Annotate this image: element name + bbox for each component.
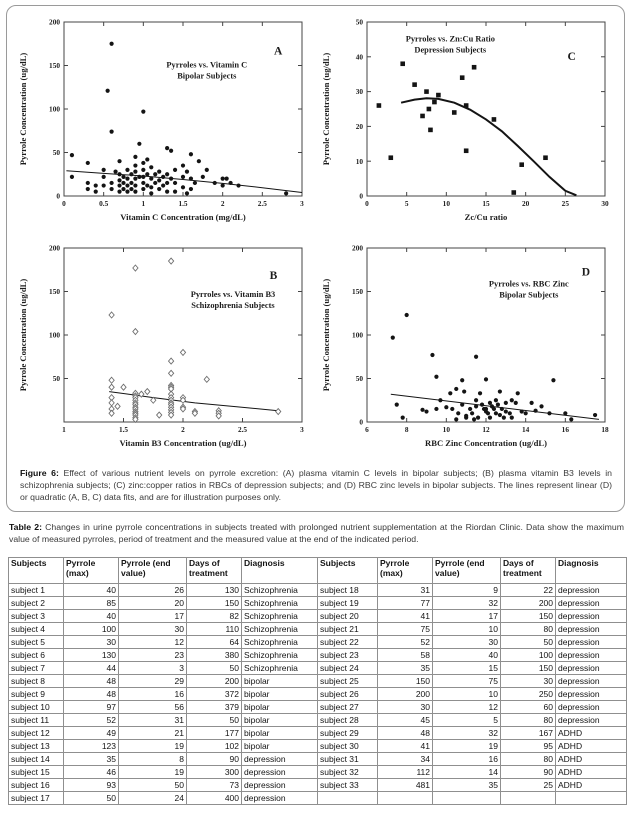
table-cell: 5 — [433, 714, 501, 727]
table-cell: 30 — [433, 636, 501, 649]
table-cell: 150 — [187, 597, 242, 610]
svg-text:Depression Subjects: Depression Subjects — [414, 45, 487, 55]
table-cell: depression — [556, 636, 627, 649]
table-cell: Schizophrenia — [242, 636, 318, 649]
svg-text:Bipolar Subjects: Bipolar Subjects — [177, 71, 237, 81]
table-cell: 3 — [119, 662, 187, 675]
table-cell: subject 27 — [318, 701, 378, 714]
table-cell: 41 — [378, 740, 433, 753]
table-cell: 48 — [64, 688, 119, 701]
svg-text:3: 3 — [300, 199, 304, 208]
table-cell: Schizophrenia — [242, 610, 318, 623]
svg-text:Pyrrole Concentration (ug/dL): Pyrrole Concentration (ug/dL) — [18, 278, 28, 392]
table-cell: depression — [556, 610, 627, 623]
table-cell: subject 26 — [318, 688, 378, 701]
table-cell: 16 — [119, 688, 187, 701]
svg-text:40: 40 — [355, 52, 363, 62]
table-cell: 200 — [187, 675, 242, 688]
table-cell: depression — [556, 688, 627, 701]
table-cell: 50 — [64, 792, 119, 805]
table-cell: 32 — [433, 597, 501, 610]
table-cell: 400 — [187, 792, 242, 805]
table-row — [9, 740, 627, 753]
table-cell: subject 22 — [318, 636, 378, 649]
svg-text:50: 50 — [52, 148, 60, 158]
table-cell: subject 18 — [318, 584, 378, 597]
charts-grid — [14, 11, 618, 459]
table-cell: depression — [556, 597, 627, 610]
column-header: Pyrrole (max) — [378, 558, 433, 584]
table-cell: 97 — [64, 701, 119, 714]
table-cell: 85 — [64, 597, 119, 610]
table-cell: subject 31 — [318, 753, 378, 766]
svg-text:5: 5 — [404, 199, 409, 208]
table-cell: 48 — [64, 675, 119, 688]
svg-text:1.5: 1.5 — [178, 199, 188, 208]
table-cell: 80 — [501, 623, 556, 636]
table-cell: 100 — [64, 623, 119, 636]
table-header-row — [9, 558, 627, 584]
table-cell: subject 19 — [318, 597, 378, 610]
table-cell: 35 — [378, 662, 433, 675]
table-row — [9, 662, 627, 675]
table-cell: 19 — [433, 740, 501, 753]
fit-line — [391, 394, 599, 419]
svg-text:RBC Zinc Concentration (ug/dL): RBC Zinc Concentration (ug/dL) — [425, 438, 547, 448]
table-cell: 56 — [119, 701, 187, 714]
fit-line — [66, 171, 302, 193]
svg-text:Pyrrole Concentration (ug/dL): Pyrrole Concentration (ug/dL) — [321, 52, 331, 166]
svg-text:6: 6 — [365, 425, 369, 434]
figure-caption — [20, 467, 612, 504]
table-cell: 24 — [119, 792, 187, 805]
table-cell: 150 — [378, 675, 433, 688]
table-row — [9, 675, 627, 688]
svg-text:3: 3 — [300, 425, 304, 434]
table-cell: subject 1 — [9, 584, 64, 597]
table-cell: 35 — [433, 779, 501, 792]
table-cell: 35 — [64, 753, 119, 766]
table-cell: subject 30 — [318, 740, 378, 753]
x-axis — [62, 248, 304, 448]
table-row — [9, 714, 627, 727]
table-cell: 52 — [378, 636, 433, 649]
y-axis — [321, 244, 605, 427]
svg-text:15: 15 — [482, 199, 490, 208]
column-header: Subjects — [9, 558, 64, 584]
svg-text:Vitamin B3 Concentration (ug/d: Vitamin B3 Concentration (ug/dL) — [119, 438, 247, 448]
column-header: Days of treatment — [501, 558, 556, 584]
column-header: Diagnosis — [242, 558, 318, 584]
svg-text:0: 0 — [56, 191, 60, 201]
column-header: Pyrrole (end value) — [119, 558, 187, 584]
table-cell: 19 — [119, 766, 187, 779]
table-cell: subject 11 — [9, 714, 64, 727]
table-cell: 200 — [501, 597, 556, 610]
table-cell: 80 — [501, 753, 556, 766]
column-header: Diagnosis — [556, 558, 627, 584]
table-cell: Schizophrenia — [242, 623, 318, 636]
table-cell: 75 — [433, 675, 501, 688]
table-cell: subject 23 — [318, 649, 378, 662]
table-cell: subject 7 — [9, 662, 64, 675]
table-cell: 110 — [187, 623, 242, 636]
table-cell: 30 — [119, 623, 187, 636]
svg-text:1: 1 — [62, 425, 66, 434]
table-cell: depression — [556, 649, 627, 662]
svg-text:14: 14 — [522, 425, 530, 434]
table-cell: 32 — [433, 727, 501, 740]
table-cell: 48 — [378, 727, 433, 740]
table-cell: 50 — [501, 636, 556, 649]
table-cell: 167 — [501, 727, 556, 740]
table-row — [9, 636, 627, 649]
table-cell: ADHD — [556, 766, 627, 779]
table-cell: 30 — [64, 636, 119, 649]
svg-text:Pyrrole Concentration (ug/dL): Pyrrole Concentration (ug/dL) — [18, 52, 28, 166]
panel-letter — [274, 46, 283, 58]
table-cell: subject 6 — [9, 649, 64, 662]
table-cell: ADHD — [556, 740, 627, 753]
svg-text:C: C — [567, 50, 576, 63]
table-cell: subject 20 — [318, 610, 378, 623]
svg-text:Pyrrole Concentration (ug/dL): Pyrrole Concentration (ug/dL) — [321, 278, 331, 392]
panel-letter — [270, 270, 278, 282]
table-cell: 16 — [433, 753, 501, 766]
table-cell: 52 — [64, 714, 119, 727]
table-cell: 300 — [187, 766, 242, 779]
table-cell: 100 — [501, 649, 556, 662]
table-cell: 19 — [119, 740, 187, 753]
table-cell: subject 5 — [9, 636, 64, 649]
chart-d-rbc-zinc-bipolar — [317, 237, 618, 459]
table-cell: subject 12 — [9, 727, 64, 740]
svg-text:8: 8 — [404, 425, 409, 434]
svg-text:50: 50 — [355, 17, 363, 27]
table-cell: 58 — [378, 649, 433, 662]
table-cell: subject 21 — [318, 623, 378, 636]
svg-text:10: 10 — [442, 199, 450, 208]
table-caption — [9, 521, 624, 545]
table-cell: subject 13 — [9, 740, 64, 753]
table-cell: 112 — [378, 766, 433, 779]
svg-text:200: 200 — [49, 17, 60, 27]
table-cell: 150 — [501, 662, 556, 675]
svg-text:Vitamin C Concentration (mg/dL: Vitamin C Concentration (mg/dL) — [120, 212, 246, 222]
svg-text:100: 100 — [352, 330, 363, 340]
table-cell: 46 — [64, 766, 119, 779]
table-row — [9, 584, 627, 597]
svg-text:100: 100 — [49, 330, 60, 340]
table-cell: 50 — [187, 662, 242, 675]
table-cell: subject 14 — [9, 753, 64, 766]
svg-text:0: 0 — [359, 417, 363, 427]
table-row — [9, 753, 627, 766]
table-cell: 130 — [187, 584, 242, 597]
svg-text:Pyrroles vs. RBC Zinc: Pyrroles vs. RBC Zinc — [488, 279, 569, 289]
table-cell: 130 — [64, 649, 119, 662]
table-cell: 21 — [119, 727, 187, 740]
table-cell: ADHD — [556, 727, 627, 740]
table-row — [9, 779, 627, 792]
table-cell: 30 — [501, 675, 556, 688]
table-cell: 80 — [501, 714, 556, 727]
svg-text:200: 200 — [352, 243, 363, 253]
column-header: Days of treatment — [187, 558, 242, 584]
table-cell: 64 — [187, 636, 242, 649]
table-cell: Schizophrenia — [242, 649, 318, 662]
table-cell: subject 29 — [318, 727, 378, 740]
table-cell: 49 — [64, 727, 119, 740]
table-cell: 10 — [433, 623, 501, 636]
table-cell: 26 — [119, 584, 187, 597]
table-cell — [318, 792, 378, 805]
table-cell: subject 25 — [318, 675, 378, 688]
table-cell: 34 — [378, 753, 433, 766]
table-cell: 10 — [433, 688, 501, 701]
table-cell: bipolar — [242, 688, 318, 701]
scatter-points — [377, 61, 548, 194]
chart-title — [191, 290, 276, 310]
table-cell: 77 — [378, 597, 433, 610]
table-cell: subject 3 — [9, 610, 64, 623]
column-header: Subjects — [318, 558, 378, 584]
table-cell: 150 — [501, 610, 556, 623]
table-cell: depression — [556, 662, 627, 675]
table-cell: 25 — [501, 779, 556, 792]
table-cell: depression — [556, 701, 627, 714]
table-cell: 90 — [501, 766, 556, 779]
y-axis — [18, 244, 302, 422]
table-cell: subject 28 — [318, 714, 378, 727]
svg-text:Pyrroles vs. Zn:Cu Ratio: Pyrroles vs. Zn:Cu Ratio — [405, 34, 495, 44]
table-cell: 31 — [378, 584, 433, 597]
svg-text:20: 20 — [522, 199, 530, 208]
table-cell: 75 — [378, 623, 433, 636]
svg-text:30: 30 — [601, 199, 609, 208]
table-row — [9, 766, 627, 779]
column-header: Pyrrole (max) — [64, 558, 119, 584]
table-cell: subject 33 — [318, 779, 378, 792]
table-cell: ADHD — [556, 753, 627, 766]
svg-text:Zc/Cu ratio: Zc/Cu ratio — [464, 212, 508, 222]
table-cell: 50 — [187, 714, 242, 727]
svg-text:200: 200 — [49, 243, 60, 253]
table-cell: subject 24 — [318, 662, 378, 675]
table-cell: 200 — [378, 688, 433, 701]
svg-text:12: 12 — [482, 425, 490, 434]
svg-text:B: B — [269, 269, 278, 282]
chart-b-vitamin-b3-schizophrenia — [14, 237, 315, 459]
svg-text:10: 10 — [355, 156, 363, 166]
table-cell: depression — [556, 675, 627, 688]
table-cell: 22 — [501, 584, 556, 597]
table-cell — [501, 792, 556, 805]
table-cell: Schizophrenia — [242, 597, 318, 610]
table-cell: 250 — [501, 688, 556, 701]
table-cell: 73 — [187, 779, 242, 792]
table-cell: 41 — [378, 610, 433, 623]
table-cell — [378, 792, 433, 805]
table-cell: 45 — [378, 714, 433, 727]
table-cell: 31 — [119, 714, 187, 727]
table-cell: depression — [556, 623, 627, 636]
chart-title — [489, 280, 569, 300]
table-cell: 123 — [64, 740, 119, 753]
table-cell: Schizophrenia — [242, 584, 318, 597]
table-row — [9, 701, 627, 714]
svg-text:1: 1 — [141, 199, 146, 208]
table-cell: bipolar — [242, 727, 318, 740]
table-cell: 82 — [187, 610, 242, 623]
table-cell: 12 — [433, 701, 501, 714]
table-cell: 9 — [433, 584, 501, 597]
svg-text:20: 20 — [355, 122, 363, 131]
svg-text:10: 10 — [442, 425, 450, 434]
table-cell: 95 — [501, 740, 556, 753]
svg-text:16: 16 — [561, 425, 569, 434]
table-cell: 481 — [378, 779, 433, 792]
table-cell: 12 — [119, 636, 187, 649]
table-cell: subject 17 — [9, 792, 64, 805]
panel-letter — [582, 266, 590, 278]
table-cell: bipolar — [242, 675, 318, 688]
chart-c-zncu-ratio-depression — [317, 11, 618, 233]
table-row — [9, 597, 627, 610]
svg-text:0: 0 — [359, 191, 363, 201]
svg-text:50: 50 — [52, 374, 60, 384]
svg-text:18: 18 — [601, 425, 609, 434]
table-row — [9, 649, 627, 662]
table-cell: depression — [242, 753, 318, 766]
table-row — [9, 688, 627, 701]
table-cell: subject 10 — [9, 701, 64, 714]
table-cell: 44 — [64, 662, 119, 675]
figure-caption-label: Figure 6: — [20, 468, 59, 478]
table-cell: depression — [556, 584, 627, 597]
table-cell: bipolar — [242, 701, 318, 714]
column-header: Pyrrole (end value) — [433, 558, 501, 584]
table-cell: subject 8 — [9, 675, 64, 688]
plot-frame — [64, 22, 302, 196]
table-cell: 177 — [187, 727, 242, 740]
table-cell: 17 — [433, 610, 501, 623]
svg-text:150: 150 — [49, 61, 60, 71]
x-axis — [62, 22, 304, 222]
table-cell: 29 — [119, 675, 187, 688]
table-cell: 60 — [501, 701, 556, 714]
svg-text:D: D — [581, 266, 591, 279]
table-row — [9, 623, 627, 636]
svg-text:Bipolar Subjects: Bipolar Subjects — [499, 290, 559, 300]
chart-a-vitamin-c-bipolar — [14, 11, 315, 233]
table-cell: 102 — [187, 740, 242, 753]
svg-text:2: 2 — [220, 199, 225, 208]
table-cell: bipolar — [242, 714, 318, 727]
table-cell: 20 — [119, 597, 187, 610]
table-cell: 90 — [187, 753, 242, 766]
svg-text:50: 50 — [355, 374, 363, 384]
table-caption-text: Changes in urine pyrrole concentrations in subjects treated with prolonged nutrient supplementation at the Riordan Clinic. Data show the maximum value of measured pyrroles, period of treatment and the measured value at the end of the indicated period. — [9, 522, 624, 545]
svg-text:0: 0 — [365, 199, 369, 208]
svg-text:100: 100 — [49, 104, 60, 114]
svg-text:1.5: 1.5 — [118, 425, 129, 434]
table-cell: 30 — [378, 701, 433, 714]
table-cell: 17 — [119, 610, 187, 623]
svg-text:150: 150 — [49, 287, 60, 297]
scatter-points — [109, 258, 281, 422]
svg-text:2.5: 2.5 — [237, 425, 248, 434]
svg-text:Pyrroles vs. Vitamin B3: Pyrroles vs. Vitamin B3 — [190, 290, 276, 300]
table-cell: 23 — [119, 649, 187, 662]
table-cell: 93 — [64, 779, 119, 792]
svg-text:25: 25 — [561, 199, 569, 208]
table-cell: 40 — [64, 584, 119, 597]
table-cell: bipolar — [242, 740, 318, 753]
table-row — [9, 610, 627, 623]
table-cell: ADHD — [556, 779, 627, 792]
table-cell: depression — [242, 779, 318, 792]
svg-text:0: 0 — [62, 199, 66, 208]
table-cell: Schizophrenia — [242, 662, 318, 675]
table-cell: depression — [242, 792, 318, 805]
fit-line — [401, 98, 576, 195]
table-2 — [8, 557, 627, 805]
table-row — [9, 727, 627, 740]
table-caption-label: Table 2: — [9, 522, 42, 532]
table-cell — [433, 792, 501, 805]
svg-text:2: 2 — [181, 425, 185, 434]
table-row — [9, 792, 627, 805]
svg-text:Pyrroles vs. Vitamin C: Pyrroles vs. Vitamin C — [166, 60, 248, 70]
table-cell — [556, 792, 627, 805]
table-cell: 40 — [64, 610, 119, 623]
table-cell: subject 16 — [9, 779, 64, 792]
panel-letter — [568, 51, 576, 63]
figure-6-panel — [6, 5, 625, 512]
table-cell: subject 32 — [318, 766, 378, 779]
table-cell: 379 — [187, 701, 242, 714]
scatter-points — [391, 313, 598, 422]
table-cell: 15 — [433, 662, 501, 675]
table-cell: subject 4 — [9, 623, 64, 636]
svg-text:A: A — [274, 45, 283, 58]
svg-text:0.5: 0.5 — [99, 199, 109, 208]
table-cell: depression — [242, 766, 318, 779]
chart-title — [166, 61, 247, 81]
chart-title — [406, 34, 495, 54]
table-cell: 14 — [433, 766, 501, 779]
table-cell: 8 — [119, 753, 187, 766]
table-cell: 372 — [187, 688, 242, 701]
table-cell: subject 2 — [9, 597, 64, 610]
table-cell: 50 — [119, 779, 187, 792]
svg-text:Schizophrenia Subjects: Schizophrenia Subjects — [191, 301, 275, 311]
table-cell: 40 — [433, 649, 501, 662]
svg-text:2.5: 2.5 — [257, 199, 267, 208]
svg-text:150: 150 — [352, 287, 363, 297]
table-cell: subject 9 — [9, 688, 64, 701]
figure-caption-text: Effect of various nutrient levels on pyrrole excretion: (A) plasma vitamin C levels in bipolar subjects; (B) plasma vitamin B3 levels in schizophrenia subjects; (C) zinc:copper ratios in RBCs of depression subjects; and (D) RBC zinc levels in bipolar subjects. The lines represent linear (D) or quadratic (A, B, C) data fits, and are for illustration purposes only. — [20, 468, 613, 503]
svg-text:30: 30 — [355, 87, 363, 97]
table-cell: subject 15 — [9, 766, 64, 779]
table-cell: 380 — [187, 649, 242, 662]
table-cell: depression — [556, 714, 627, 727]
